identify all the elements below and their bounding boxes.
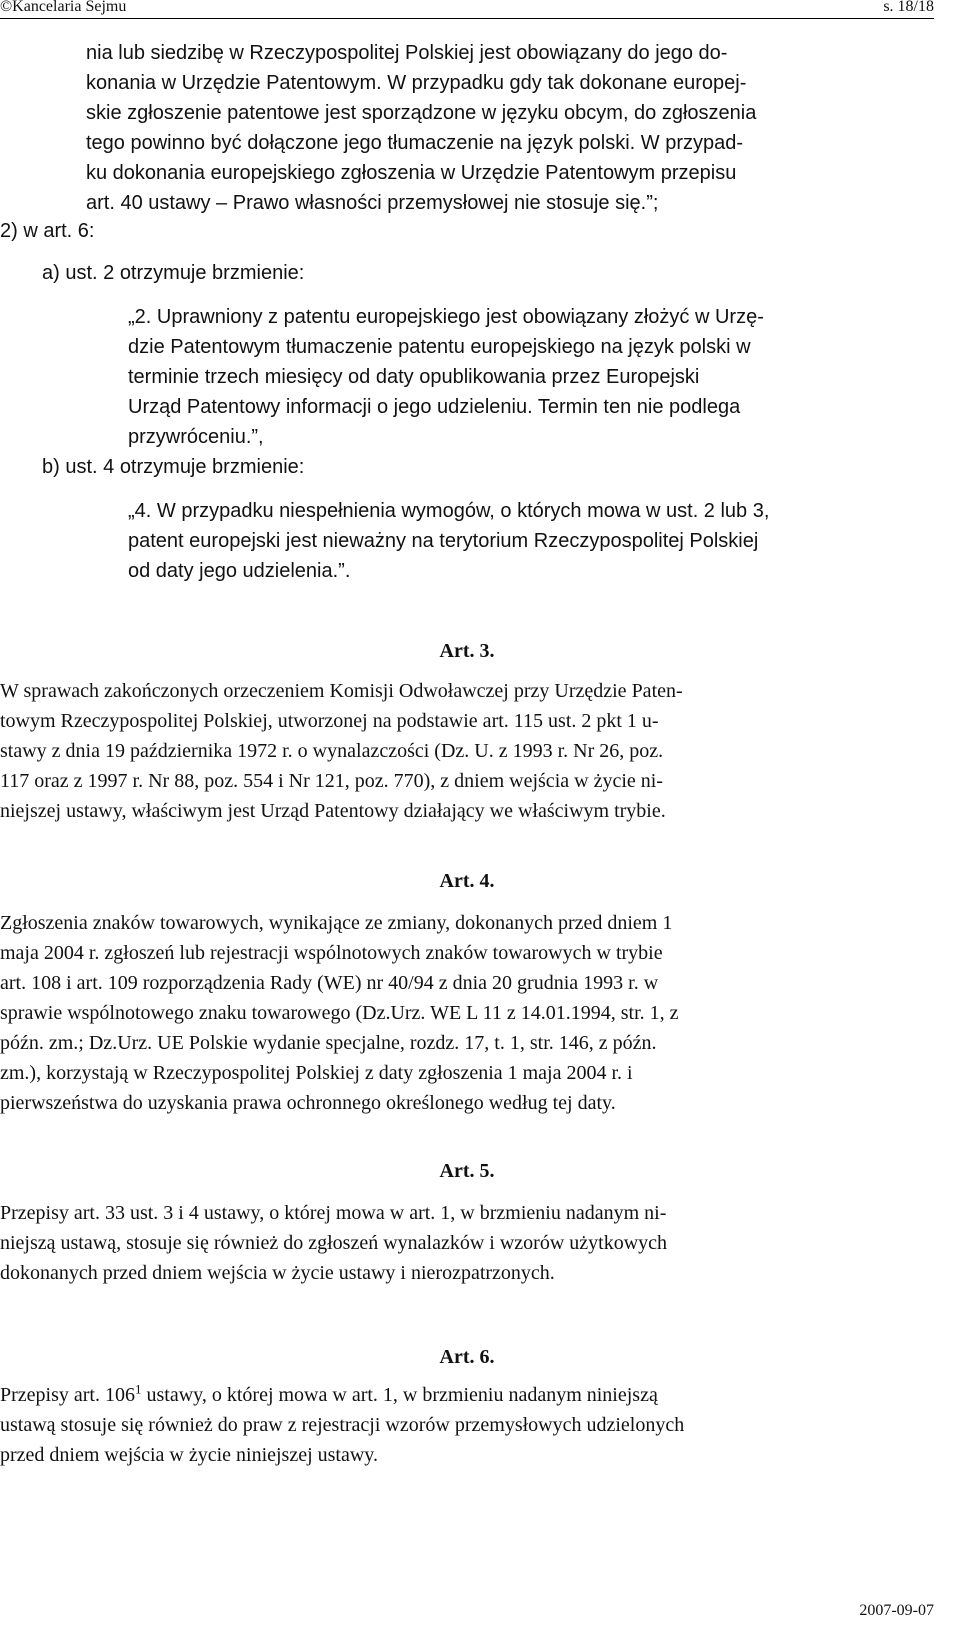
text-line: tego powinno być dołączone jego tłumaczenie na język polski. W przypad- [86,132,744,154]
article-3-heading: Art. 3. [439,640,495,662]
text-line: stawy z dnia 19 października 1972 r. o wynalazczości (Dz. U. z 1993 r. Nr 26, poz. [0,740,664,762]
text-line: art. 108 i art. 109 rozporządzenia Rady (WE) nr 40/94 z dnia 20 grudnia 1993 r. w [0,972,659,994]
text-line: „4. W przypadku niespełnienia wymogów, o których mowa w ust. 2 lub 3, [128,500,770,522]
text-line: od daty jego udzielenia.”. [128,560,351,582]
text-line: przywróceniu.”, [128,426,264,448]
text-line: art. 40 ustawy – Prawo własności przemysłowej nie stosuje się.”; [86,192,659,214]
intro-paragraph [86,38,840,218]
point-2-label: 2) w art. 6: [0,220,95,242]
text-line: Przepisy art. 33 ust. 3 i 4 ustawy, o której mowa w art. 1, w brzmieniu nadanym ni- [0,1202,667,1224]
point-a-label: a) ust. 2 otrzymuje brzmienie: [42,262,305,284]
superscript-1: 1 [134,1381,142,1397]
text-line: patent europejski jest nieważny na terytorium Rzeczypospolitej Polskiej [128,530,759,552]
article-5-heading: Art. 5. [439,1160,495,1182]
text-line: W sprawach zakończonych orzeczeniem Komisji Odwoławczej przy Urzędzie Paten- [0,680,683,702]
text-line: sprawie wspólnotowego znaku towarowego (Dz.Urz. WE L 11 z 14.01.1994, str. 1, z [0,1002,679,1024]
page-header [0,0,934,19]
point-b-text [128,496,840,586]
text-line: zm.), korzystają w Rzeczypospolitej Polskiej z daty zgłoszenia 1 maja 2004 r. i [0,1062,633,1084]
point-a-text [128,302,840,452]
article-6-heading: Art. 6. [439,1346,495,1368]
footer-date: 2007-09-07 [859,1602,934,1619]
header-copyright: ©Kancelaria Sejmu [0,0,127,15]
text-line: terminie trzech miesięcy od daty opublikowania przez Europejski [128,366,700,388]
text-line: „2. Uprawniony z patentu europejskiego jest obowiązany złożyć w Urzę- [128,306,764,328]
text-line: niejszej ustawy, właściwym jest Urząd Patentowy działający we właściwym trybie. [0,800,666,822]
article-4-text [0,908,840,1118]
text-line: przed dniem wejścia w życie niniejszej ustawy. [0,1444,379,1466]
text-line: pierwszeństwa do uzyskania prawa ochronnego określonego według tej daty. [0,1092,616,1114]
text-line [0,1380,840,1410]
text-line: ku dokonania europejskiego zgłoszenia w Urzędzie Patentowym przepisu [86,162,737,184]
text-line: dzie Patentowym tłumaczenie patentu europejskiego na język polski w [128,336,751,358]
text-line: konania w Urzędzie Patentowym. W przypadku gdy tak dokonane europej- [86,72,747,94]
article-6-text [0,1380,840,1470]
text-line: dokonanych przed dniem wejścia w życie ustawy i nierozpatrzonych. [0,1262,555,1284]
text-line: niejszą ustawą, stosuje się również do zgłoszeń wynalazków i wzorów użytkowych [0,1232,668,1254]
text-line: 117 oraz z 1997 r. Nr 88, poz. 554 i Nr 121, poz. 770), z dniem wejścia w życie ni- [0,770,663,792]
article-3-text [0,676,840,826]
article-4-heading: Art. 4. [439,870,495,892]
text-line: skie zgłoszenie patentowe jest sporządzone w języku obcym, do zgłoszenia [86,102,757,124]
article-5-text [0,1198,840,1288]
text-line: nia lub siedzibę w Rzeczypospolitej Polskiej jest obowiązany do jego do- [86,42,728,64]
text-line: ustawą stosuje się również do praw z rejestracji wzorów przemysłowych udzielonych [0,1414,685,1436]
text-line: późn. zm.; Dz.Urz. UE Polskie wydanie specjalne, rozdz. 17, t. 1, str. 146, z późn. [0,1032,657,1054]
text-line: Urząd Patentowy informacji o jego udzieleniu. Termin ten nie podlega [128,396,741,418]
art6-line1-pre: Przepisy art. 106 [0,1384,135,1406]
text-line: maja 2004 r. zgłoszeń lub rejestracji wspólnotowych znaków towarowych w trybie [0,942,663,964]
point-b-label: b) ust. 4 otrzymuje brzmienie: [42,456,305,478]
text-line: Zgłoszenia znaków towarowych, wynikające ze zmiany, dokonanych przed dniem 1 [0,912,673,934]
header-page-number: s. 18/18 [883,0,934,15]
art6-line1-post: ustawy, o której mowa w art. 1, w brzmieniu nadanym niniejszą [141,1384,658,1406]
text-line: towym Rzeczypospolitej Polskiej, utworzonej na podstawie art. 115 ust. 2 pkt 1 u- [0,710,659,732]
